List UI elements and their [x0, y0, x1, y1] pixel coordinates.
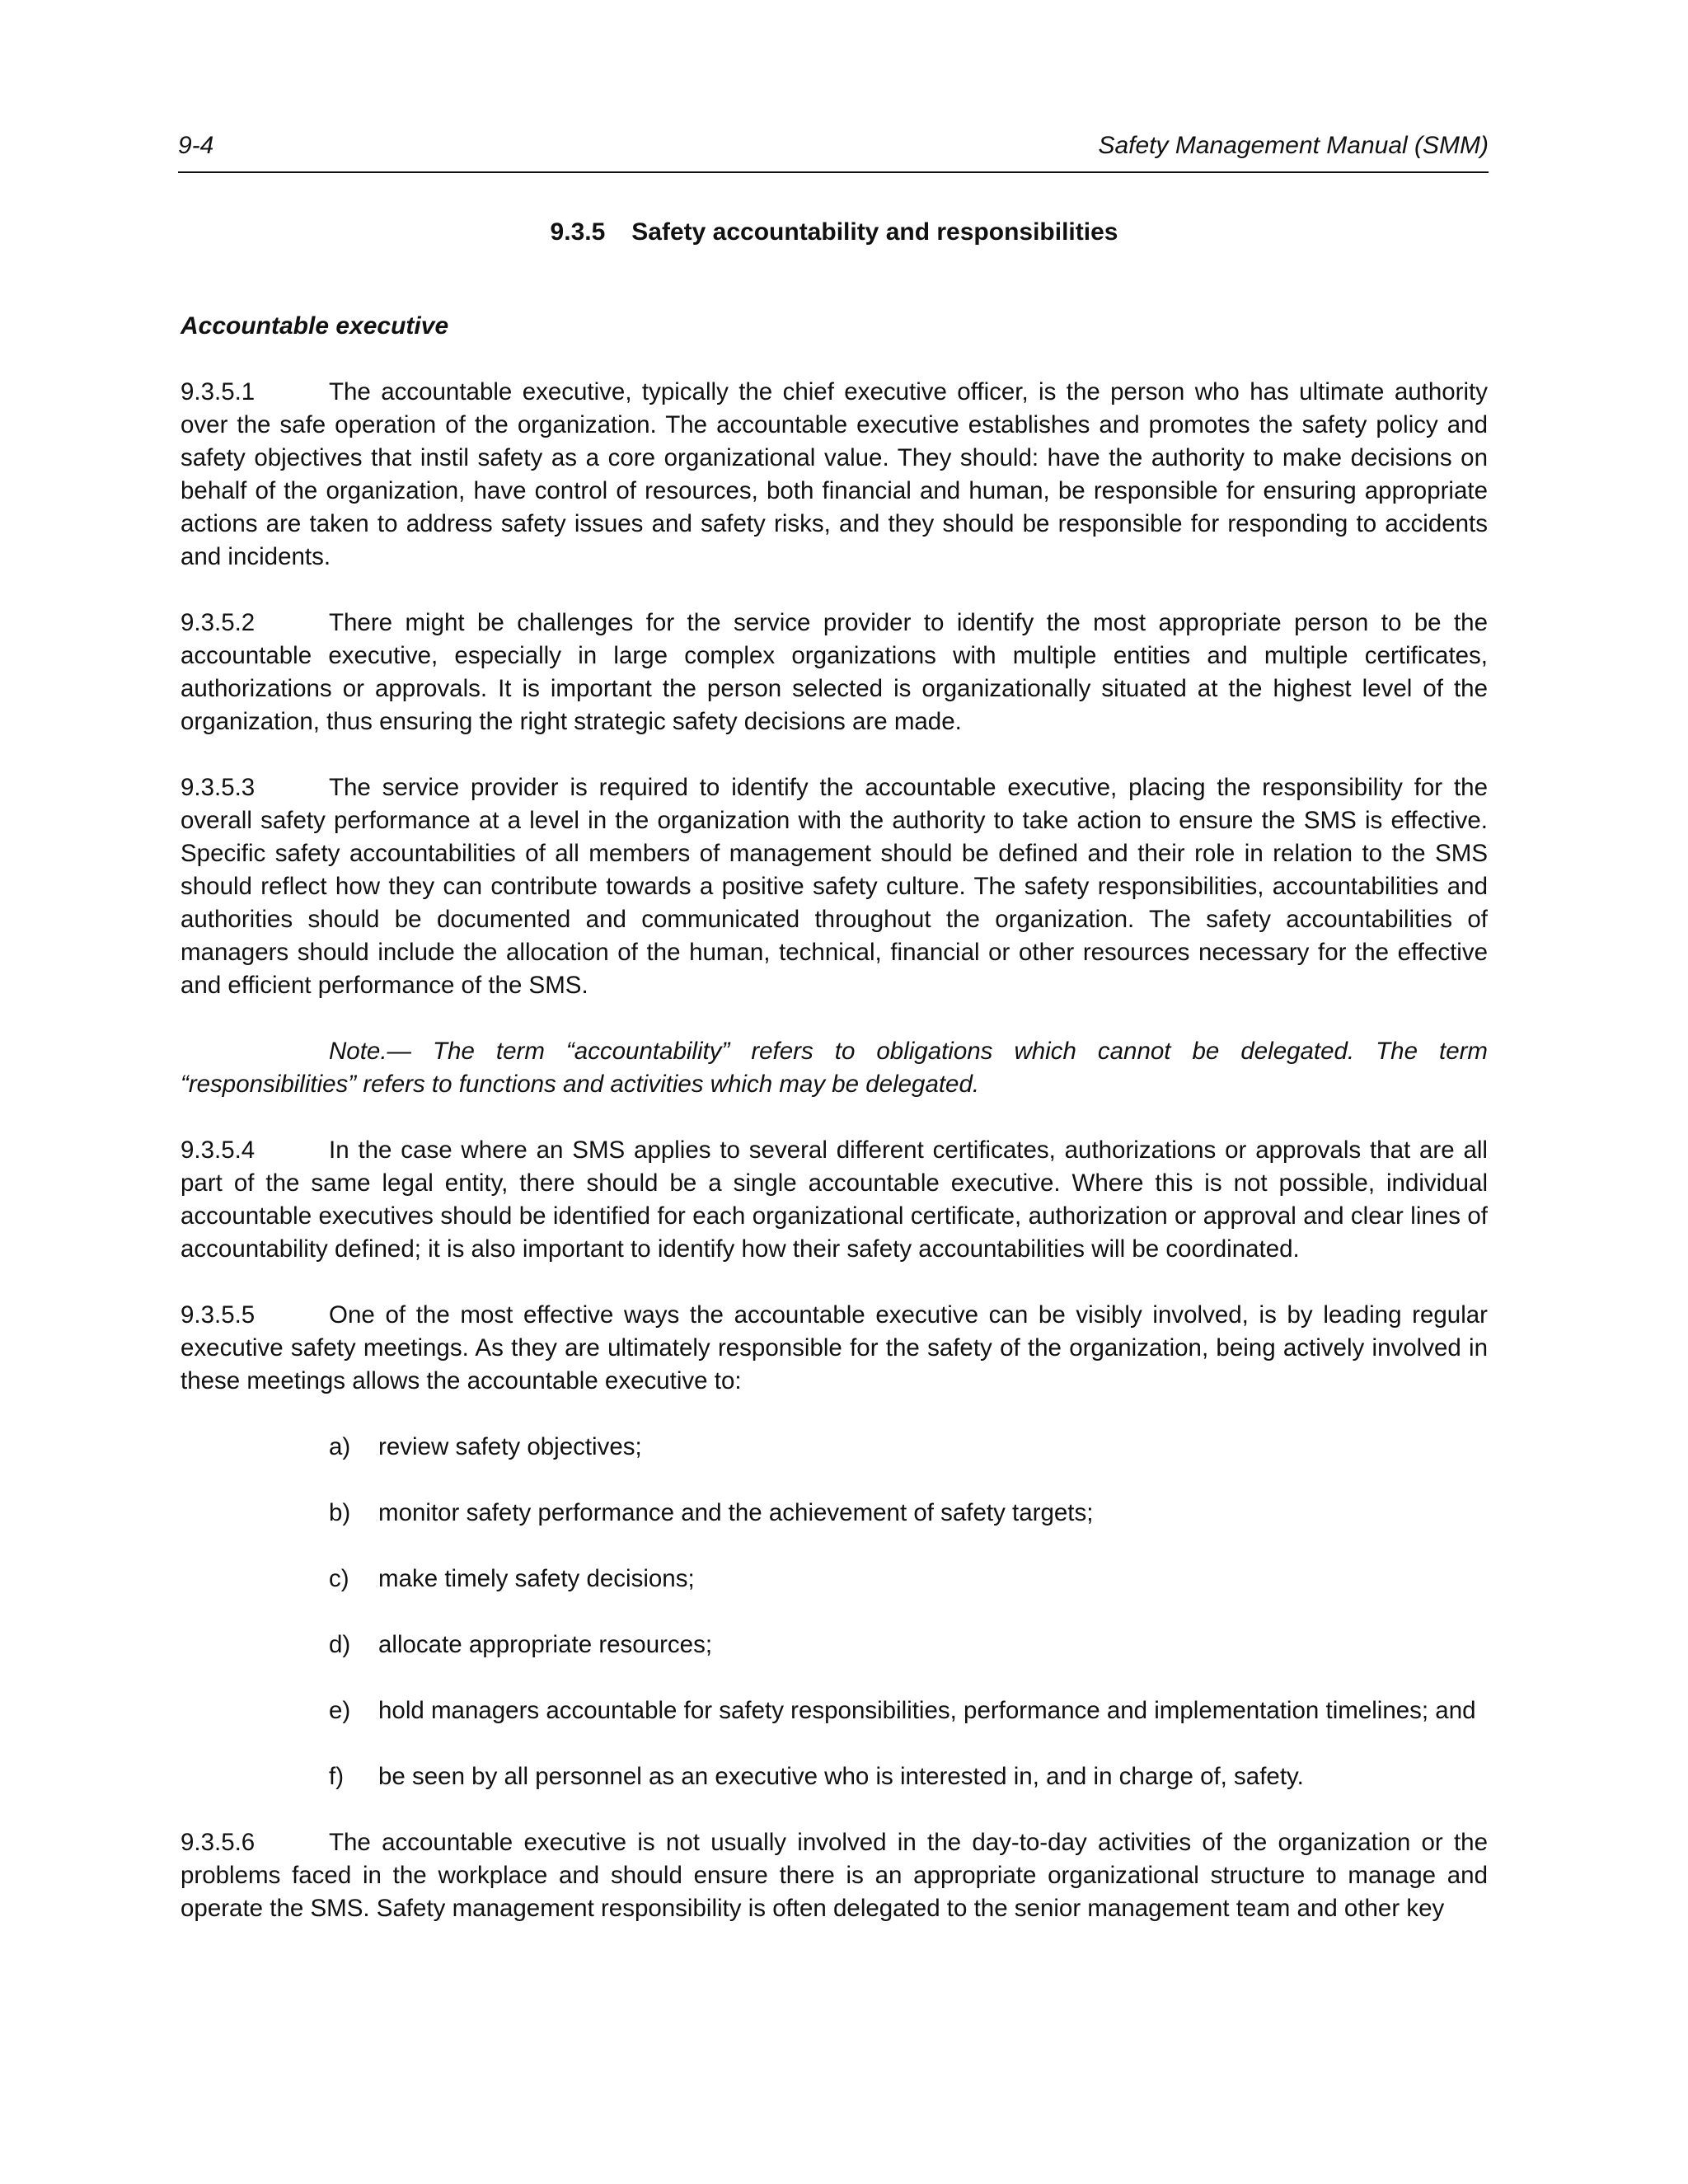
- paragraph-text: In the case where an SMS applies to several different certificates, authorizations or approvals that are all part of the same legal entity, there should be a single accountable executive. Where this is not possible, individual accountable executives should be identified for each organizational certificate, authorization or approval and clear lines of accountability defined; it is also important to identify how their safety accountabilities will be coordinated.: [181, 1137, 1488, 1263]
- list-item-text: allocate appropriate resources;: [378, 1631, 713, 1658]
- paragraph-number: 9.3.5.1: [181, 378, 256, 405]
- paragraph: [181, 376, 1488, 574]
- list-item: [181, 1694, 1488, 1727]
- note: Note.— The term “accountability” refers to obligations which cannot be delegated. The term “responsibilities” refers to functions and activities which may be delegated.: [181, 1038, 1488, 1098]
- paragraph-text: One of the most effective ways the accountable executive can be visibly involved, is by leading regular executive safety meetings. As they are ultimately responsible for the safety of the organization, being actively involved in these meetings allows the accountable executive to:: [181, 1301, 1488, 1394]
- item-list: [181, 1431, 1488, 1793]
- paragraph: [181, 1299, 1488, 1398]
- list-item: [181, 1497, 1488, 1530]
- paragraph-number: 9.3.5.5: [181, 1301, 256, 1329]
- section-number: 9.3.5: [550, 218, 606, 246]
- page-number: 9-4: [178, 132, 214, 159]
- list-marker: f): [329, 1763, 345, 1790]
- list-marker: a): [329, 1433, 351, 1460]
- list-item: [181, 1431, 1488, 1464]
- list-item-text: hold managers accountable for safety responsibilities, performance and implementation timelines; and: [378, 1697, 1476, 1724]
- page-header: [178, 132, 1489, 171]
- paragraph-number: 9.3.5.3: [181, 774, 256, 801]
- paragraph-text: The service provider is required to identify the accountable executive, placing the responsibility for the overall safety performance at a level in the organization with the authority to take action to ensure the SMS is effective. Specific safety accountabilities of all members of management should be defined and their role in relation to the SMS should reflect how they can contribute towards a positive safety culture. The safety responsibilities, accountabilities and authorities should be documented and communicated throughout the organization. The safety accountabilities of managers should include the allocation of the human, technical, financial or other resources necessary for the effective and efficient performance of the SMS.: [181, 774, 1488, 999]
- section-heading: [181, 216, 1488, 249]
- list-marker: c): [329, 1565, 349, 1592]
- list-item-text: be seen by all personnel as an executive who is interested in, and in charge of, safety.: [378, 1763, 1304, 1790]
- list-item-text: make timely safety decisions;: [378, 1565, 695, 1592]
- paragraph: [181, 1826, 1488, 1925]
- list-item-text: monitor safety performance and the achievement of safety targets;: [378, 1499, 1094, 1526]
- list-item: [181, 1760, 1488, 1793]
- paragraph-number: 9.3.5.2: [181, 609, 256, 636]
- paragraph-number: 9.3.5.4: [181, 1137, 256, 1164]
- paragraph-text: There might be challenges for the service provider to identify the most appropriate person to be the accountable executive, especially in large complex organizations with multiple entities and multiple certificates, authorizations or approvals. It is important the person selected is organizationally situated at the highest level of the organization, thus ensuring the right strategic safety decisions are made.: [181, 609, 1488, 735]
- paragraph-text: The accountable executive, typically the chief executive officer, is the person who has ultimate authority over the safe operation of the organization. The accountable executive establishes and promotes the safety policy and safety objectives that instil safety as a core organizational value. They should: have the authority to make decisions on behalf of the organization, have control of resources, both financial and human, be responsible for ensuring appropriate actions are taken to address safety issues and safety risks, and they should be responsible for responding to accidents and incidents.: [181, 378, 1488, 570]
- page-body: [181, 216, 1488, 1925]
- list-marker: e): [329, 1697, 351, 1724]
- paragraph: [181, 771, 1488, 1002]
- subheading: Accountable executive: [181, 312, 449, 340]
- paragraph-text: The accountable executive is not usually involved in the day-to-day activities of the organization or the problems faced in the workplace and should ensure there is an appropriate organizational structure to manage and operate the SMS. Safety management responsibility is often delegated to the senior management team and other key: [181, 1829, 1488, 1922]
- header-rule: [178, 171, 1489, 173]
- list-item: [181, 1563, 1488, 1596]
- paragraph: [181, 1134, 1488, 1266]
- list-marker: b): [329, 1499, 351, 1526]
- list-item: [181, 1629, 1488, 1661]
- list-item-text: review safety objectives;: [378, 1433, 642, 1460]
- paragraph: [181, 607, 1488, 738]
- list-marker: d): [329, 1631, 351, 1658]
- document-title: Safety Management Manual (SMM): [1098, 132, 1489, 159]
- section-title: Safety accountability and responsibilities: [631, 218, 1118, 246]
- paragraph-number: 9.3.5.6: [181, 1829, 256, 1856]
